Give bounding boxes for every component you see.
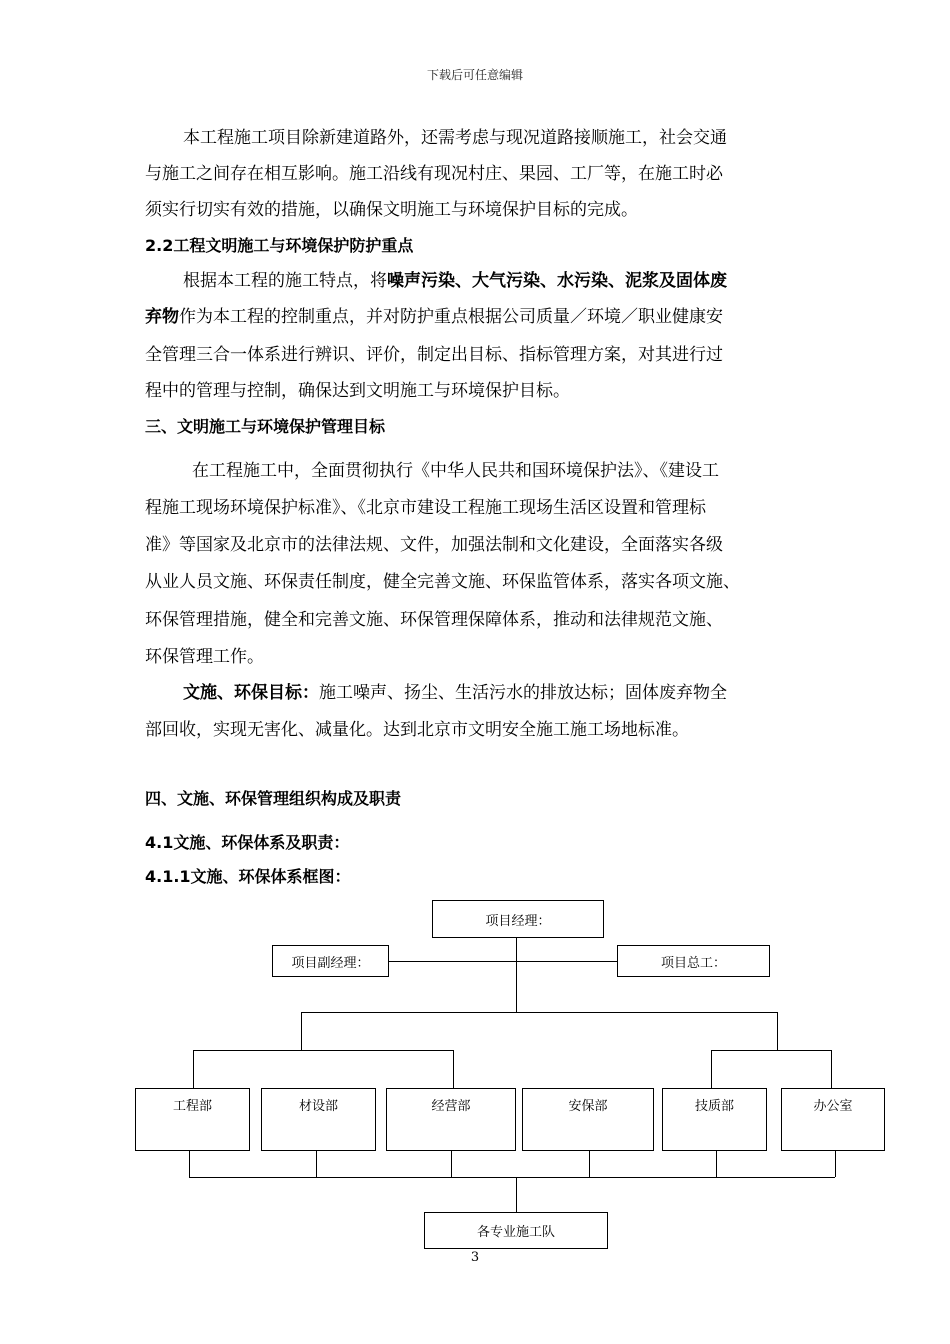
para3-line5: 环保管理措施，健全和完善文施、环保管理保障体系，推动和法律规范文施、 bbox=[145, 610, 723, 630]
box-dept-safety: 安保部 bbox=[522, 1088, 654, 1151]
box-deputy-manager: 项目副经理： bbox=[272, 945, 389, 977]
heading-4-1: 4.1文施、环保体系及职责： bbox=[145, 833, 350, 852]
para1-line1: 本工程施工项目除新建道路外，还需考虑与现况道路接顺施工，社会交通 bbox=[183, 128, 727, 148]
connector-dept-3-bottom bbox=[451, 1151, 452, 1177]
header-note: 下载后可任意编辑 bbox=[426, 68, 523, 82]
box-dept-business: 经营部 bbox=[386, 1088, 516, 1151]
connector-left-group bbox=[193, 1050, 453, 1051]
connector-dept-5-bottom bbox=[716, 1151, 717, 1177]
para2-line2 bbox=[145, 306, 723, 328]
connector-dept-5-top bbox=[711, 1050, 712, 1088]
para3-line3: 准》等国家及北京市的法律法规、文件，加强法制和文化建设，全面落实各级 bbox=[145, 535, 723, 555]
para3-line2: 程施工现场环境保护标准》、《北京市建设工程施工现场生活区设置和管理标 bbox=[145, 498, 706, 518]
para3-line1: 在工程施工中，全面贯彻执行《中华人民共和国环境保护法》、《建设工 bbox=[192, 461, 719, 481]
connector-right-group bbox=[711, 1050, 831, 1051]
box-dept-quality: 技质部 bbox=[662, 1088, 767, 1151]
para4-line1-rest: 施工噪声、扬尘、生活污水的排放达标；固体废弃物全 bbox=[319, 683, 727, 703]
connector-left-drop bbox=[301, 1012, 302, 1050]
heading-4: 四、文施、环保管理组织构成及职责 bbox=[145, 789, 402, 808]
connector-lower-bus bbox=[189, 1177, 835, 1178]
connector-dept-6-bottom bbox=[835, 1151, 836, 1177]
connector-dept-4-bottom bbox=[589, 1151, 590, 1177]
box-chief-engineer: 项目总工： bbox=[617, 945, 770, 977]
connector-teams bbox=[516, 1177, 517, 1212]
heading-3: 三、文明施工与环境保护管理目标 bbox=[145, 417, 386, 436]
connector-trunk bbox=[516, 937, 517, 1012]
connector-dept-6-top bbox=[831, 1050, 832, 1088]
para4-line2: 部回收，实现无害化、减量化。达到北京市文明安全施工施工场地标准。 bbox=[145, 720, 689, 740]
para2-line3: 全管理三合一体系进行辨识、评价，制定出目标、指标管理方案，对其进行过 bbox=[145, 345, 723, 365]
para1-line3: 须实行切实有效的措施，以确保文明施工与环境保护目标的完成。 bbox=[145, 200, 638, 220]
connector-deputies bbox=[389, 961, 617, 962]
para2-line1-pre: 根据本工程的施工特点，将 bbox=[183, 271, 387, 291]
box-dept-office: 办公室 bbox=[781, 1088, 885, 1151]
box-dept-materials: 材设部 bbox=[261, 1088, 376, 1151]
para2-line1-bold: 噪声污染、大气污染、水污染、泥浆及固体废 bbox=[387, 271, 727, 291]
connector-dept-1-top bbox=[193, 1050, 194, 1088]
connector-dept-2-bottom bbox=[316, 1151, 317, 1177]
connector-dept-3-top bbox=[453, 1050, 454, 1088]
para1-line2: 与施工之间存在相互影响。施工沿线有现况村庄、果园、工厂等，在施工时必 bbox=[145, 164, 723, 184]
para4-line1 bbox=[183, 682, 727, 704]
box-project-manager: 项目经理： bbox=[432, 900, 604, 938]
box-construction-teams: 各专业施工队 bbox=[424, 1212, 608, 1249]
connector-upper-bus bbox=[301, 1012, 777, 1013]
connector-right-drop bbox=[777, 1012, 778, 1050]
para3-line6: 环保管理工作。 bbox=[145, 647, 264, 667]
para2-line1 bbox=[183, 270, 727, 292]
page-number: 3 bbox=[470, 1250, 480, 1265]
heading-4-1-1: 4.1.1文施、环保体系框图： bbox=[145, 867, 351, 886]
heading-2-2: 2.2工程文明施工与环境保护防护重点 bbox=[145, 236, 414, 255]
para2-line4: 程中的管理与控制，确保达到文明施工与环境保护目标。 bbox=[145, 381, 570, 401]
para2-line2-post: 作为本工程的控制重点，并对防护重点根据公司质量／环境／职业健康安 bbox=[179, 307, 723, 327]
box-dept-engineering: 工程部 bbox=[135, 1088, 250, 1151]
para4-bold-label: 文施、环保目标： bbox=[183, 683, 319, 703]
para2-line2-bold: 弃物 bbox=[145, 307, 179, 327]
connector-dept-1-bottom bbox=[189, 1151, 190, 1177]
para3-line4: 从业人员文施、环保责任制度，健全完善文施、环保监管体系，落实各项文施、 bbox=[145, 572, 740, 592]
